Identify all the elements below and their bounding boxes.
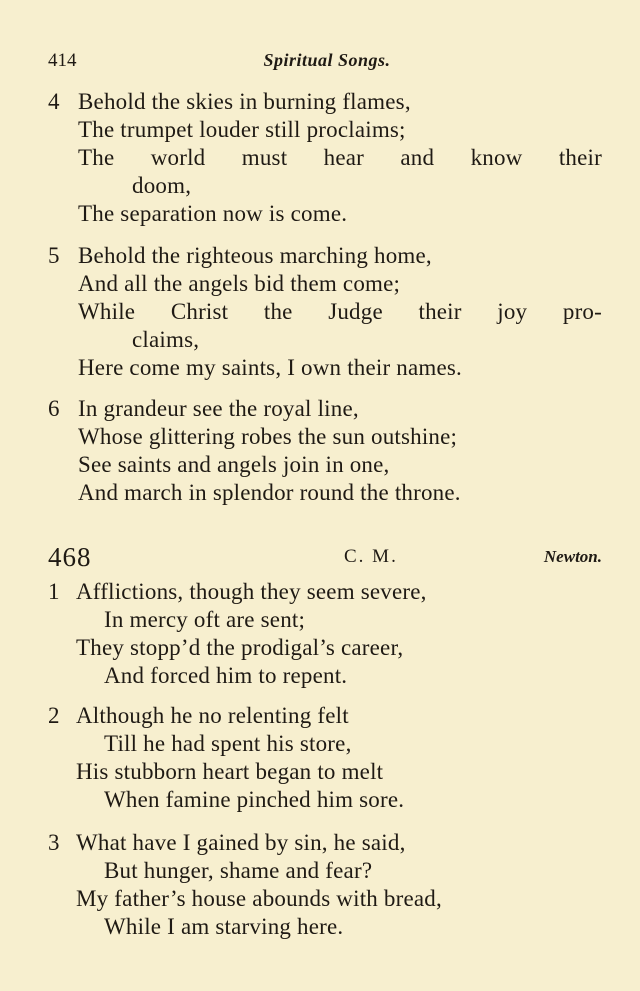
verse-line: [48, 200, 610, 228]
verse-line: [48, 116, 610, 144]
stanza-number: 4: [48, 89, 60, 114]
stanza-number: 5: [48, 243, 60, 268]
verse-line: [48, 885, 610, 913]
verse-text: What have I gained by sin, he said,: [76, 830, 406, 855]
verse-line: [48, 829, 610, 857]
verse-text: Afflictions, though they seem severe,: [76, 579, 427, 604]
stanza-number: 2: [48, 703, 60, 728]
verse-text: Behold the righteous marching home,: [78, 243, 432, 268]
verse-line: While Christ the Judge their joy pro-: [78, 299, 602, 324]
verse-text: And forced him to repent.: [104, 663, 348, 688]
stanza-5: [48, 242, 610, 382]
verse-text: doom,: [132, 173, 192, 198]
verse-line: [48, 913, 610, 941]
stanza-number: 6: [48, 396, 60, 421]
verse-line: [48, 395, 610, 423]
verse-text: In grandeur see the royal line,: [78, 396, 359, 421]
verse-line: [48, 857, 610, 885]
verse-text: His stubborn heart began to melt: [76, 759, 384, 784]
verse-text: But hunger, shame and fear?: [104, 858, 373, 883]
hymn-stanza-3: [48, 829, 610, 941]
verse-line: [48, 479, 610, 507]
verse-line: [48, 730, 610, 758]
verse-line: [48, 786, 610, 814]
verse-text: And all the angels bid them come;: [78, 271, 401, 296]
verse-line: [48, 578, 610, 606]
stanza-4: [48, 88, 610, 228]
hymn-meter: C. M.: [344, 546, 398, 567]
verse-text: My father’s house abounds with bread,: [76, 886, 442, 911]
verse-text: Till he had spent his store,: [104, 731, 352, 756]
verse-text: In mercy oft are sent;: [104, 607, 306, 632]
verse-text: Although he no relenting felt: [76, 703, 349, 728]
hymn-heading: [48, 542, 602, 572]
running-title: Spiritual Songs.: [263, 50, 391, 70]
verse-line: [48, 606, 610, 634]
verse-line: [48, 451, 610, 479]
verse-line: [48, 326, 610, 354]
verse-text: Here come my saints, I own their names.: [78, 355, 462, 380]
stanza-number: 3: [48, 830, 60, 855]
verse-text: See saints and angels join in one,: [78, 452, 390, 477]
verse-text: And march in splendor round the throne.: [78, 480, 461, 505]
verse-line: [48, 172, 610, 200]
verse-line: [48, 242, 610, 270]
verse-text: Whose glittering robes the sun outshine;: [78, 424, 458, 449]
hymn-author: Newton.: [543, 547, 602, 566]
hymn-stanza-1: [48, 578, 610, 690]
stanza-6: [48, 395, 610, 507]
verse-text: The trumpet louder still proclaims;: [78, 117, 406, 142]
stanza-number: 1: [48, 579, 60, 604]
verse-text: The separation now is come.: [78, 201, 348, 226]
verse-text: Behold the skies in burning flames,: [78, 89, 411, 114]
verse-line: [48, 270, 610, 298]
verse-line: [48, 634, 610, 662]
verse-line: [48, 702, 610, 730]
verse-line: [48, 758, 610, 786]
verse-text: claims,: [132, 327, 200, 352]
verse-line: [48, 423, 610, 451]
page-number: 414: [48, 50, 77, 71]
hymn-stanza-2: [48, 702, 610, 814]
verse-line: [48, 662, 610, 690]
verse-line: The world must hear and know their: [78, 145, 602, 170]
hymn-number: 468: [48, 542, 92, 572]
verse-text: When famine pinched him sore.: [104, 787, 405, 812]
verse-text: While I am starving here.: [104, 914, 344, 939]
verse-text: They stopp’d the prodigal’s career,: [76, 635, 404, 660]
verse-line: [48, 354, 610, 382]
page-header: [48, 48, 606, 74]
verse-line: [48, 88, 610, 116]
